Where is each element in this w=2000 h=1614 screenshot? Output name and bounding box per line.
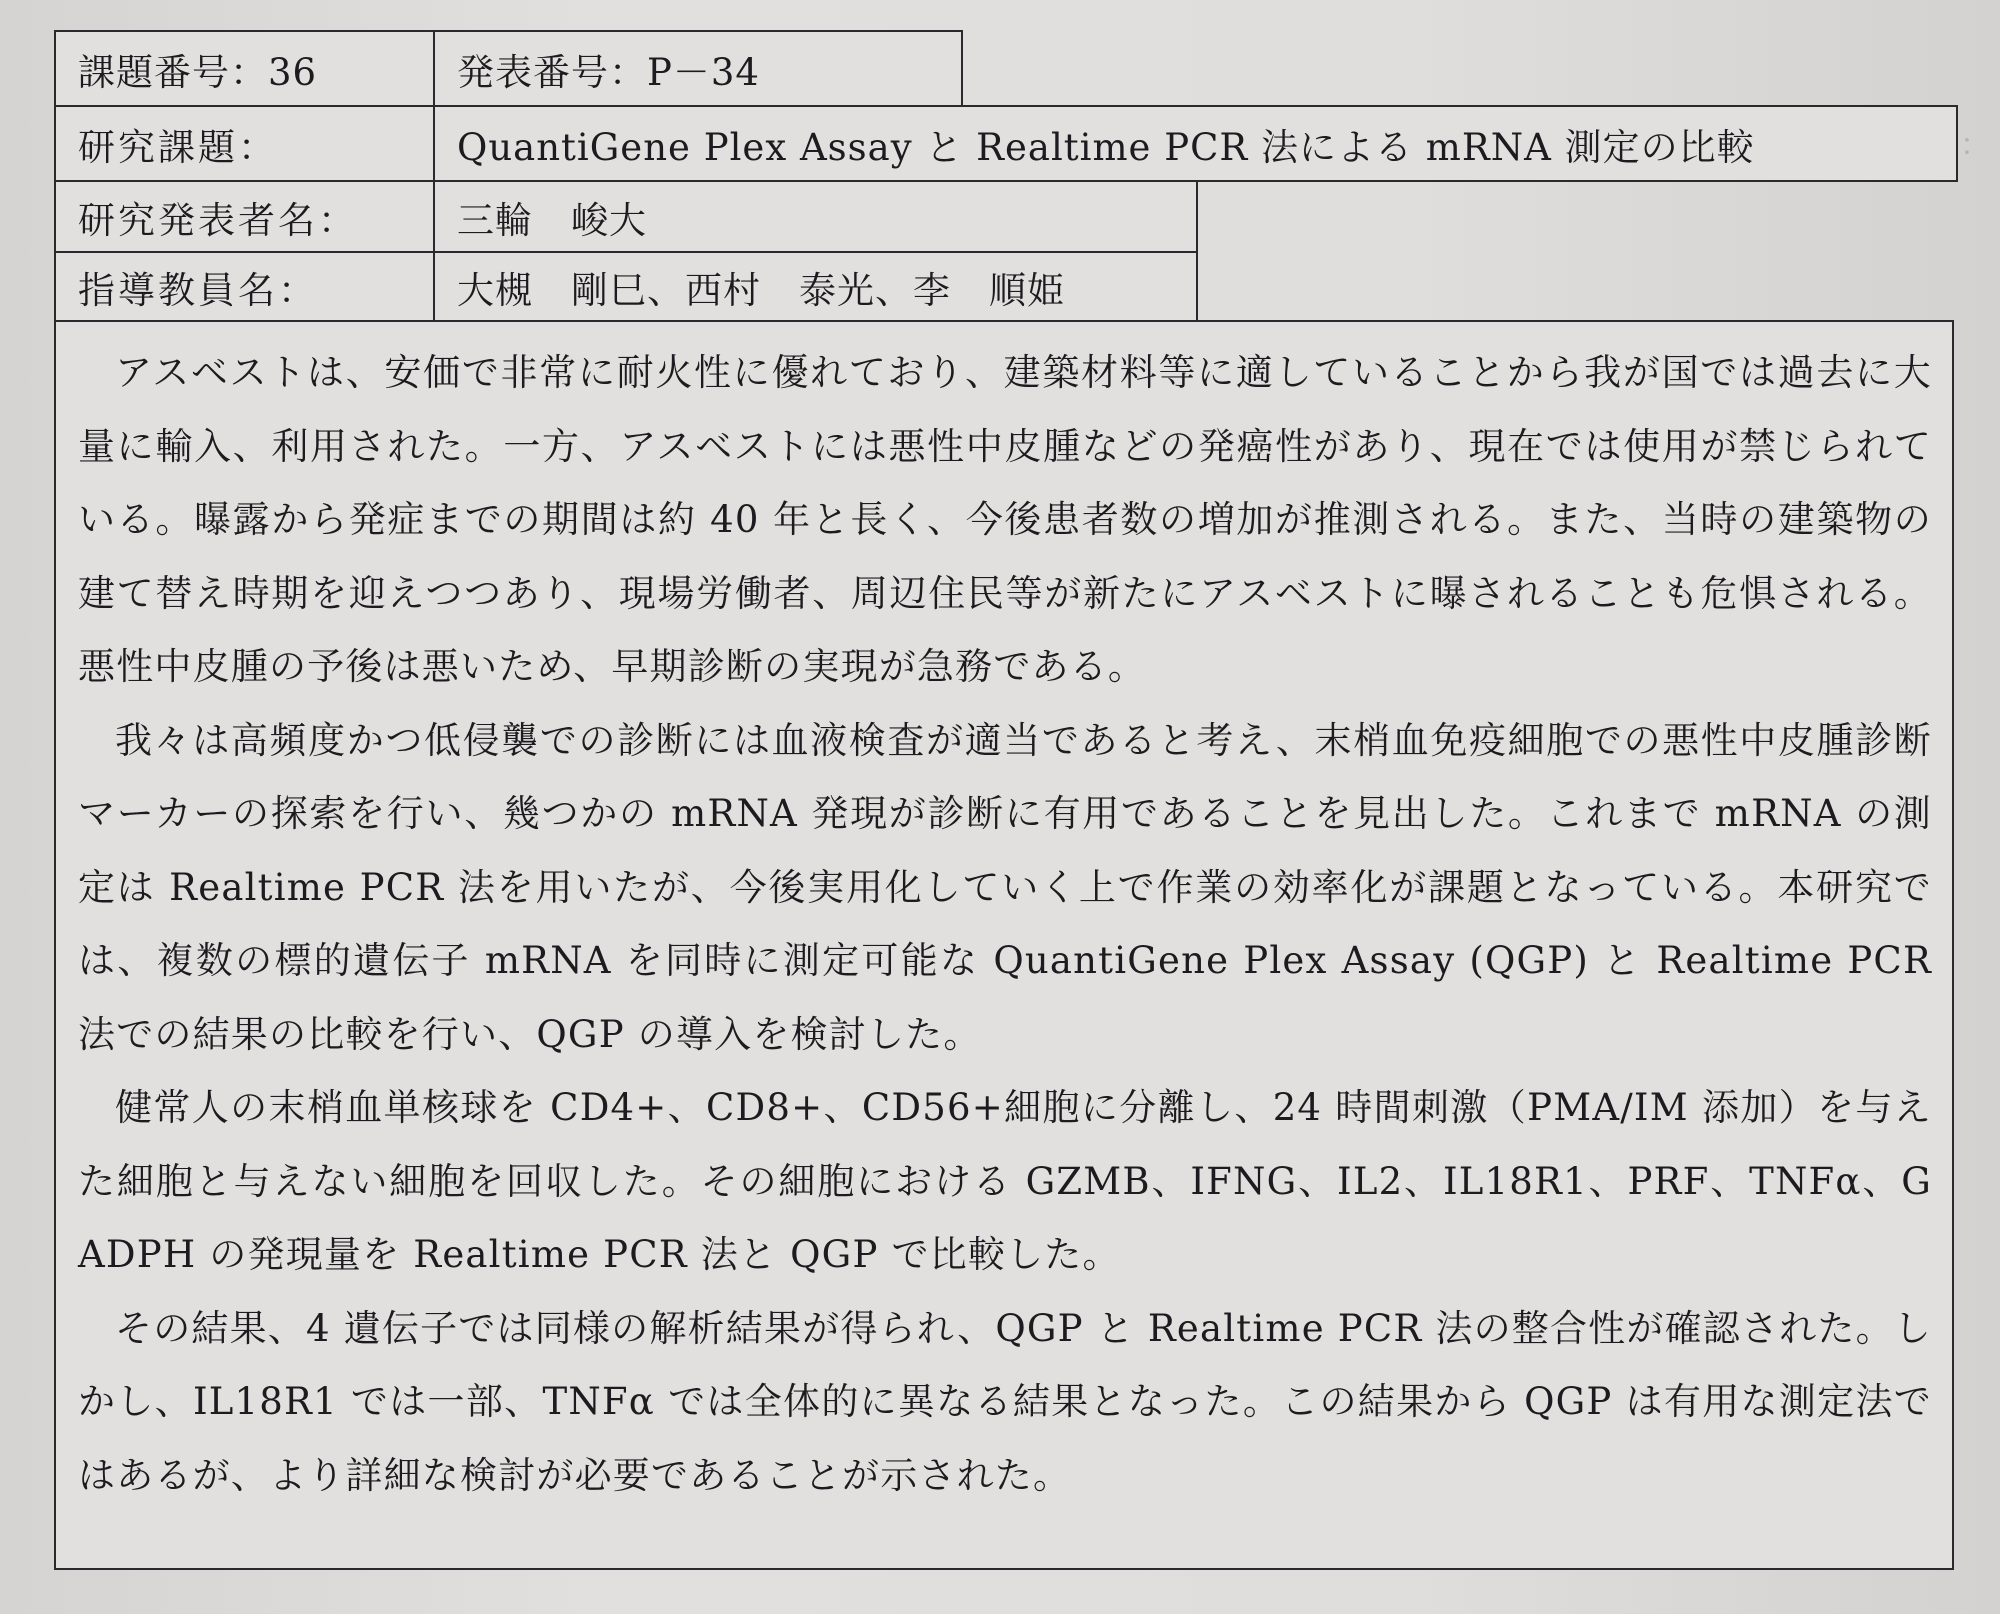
abstract-paragraph-2: 我々は高頻度かつ低侵襲での診断には血液検査が適当であると考え、末梢血免疫細胞での悪性中皮腫診断マーカーの探索を行い、幾つかの mRNA 発現が診断に有用であることを見出した。これまで mRNA の測定は Realtime PCR 法を用いたが、今後実用化していく上で作業の効率化が課題となっている。本研究では、複数の標的遺伝子 mRNA を同時に測定可能な QuantiGene Plex Assay (QGP) と Realtime PCR 法での結果の比較を行い、QGP の導入を検討した。 [78,718,1932,1056]
presenter-name: 三輪 峻大 [433,180,1198,253]
advisor-label: 指導教員名： [54,251,435,322]
abstract-paragraph-4: その結果、4 遺伝子では同様の解析結果が得られ、QGP と Realtime PCR 法の整合性が確認された。しかし、IL18R1 では一部、TNFα では全体的に異なる結果となった。この結果から QGP は有用な測定法ではあるが、より詳細な検討が必要であることが示された。 [78,1306,1932,1497]
topic-number: 課題番号：36 [54,30,435,107]
advisor-names: 大槻 剛巳、西村 泰光、李 順姫 [433,251,1198,322]
header-row-numbers [54,30,963,107]
abstract-paragraph-1: アスベストは、安価で非常に耐火性に優れており、建築材料等に適していることから我が国では過去に大量に輸入、利用された。一方、アスベストには悪性中皮腫などの発癌性があり、現在では使用が禁じられている。曝露から発症までの期間は約 40 年と長く、今後患者数の増加が推測される。また、当時の建築物の建て替え時期を迎えつつあり、現場労働者、周辺住民等が新たにアスベストに曝されることも危惧される。悪性中皮腫の予後は悪いため、早期診断の実現が急務である。 [78,351,1932,688]
abstract-paragraph-3: 健常人の末梢血単核球を CD4+、CD8+、CD56+細胞に分離し、24 時間刺激（PMA/IM 添加）を与えた細胞と与えない細胞を回収した。その細胞における GZMB、IFNG、IL2、IL18R1、PRF、TNFα、GADPH の発現量を Realtime PCR 法と QGP で比較した。 [78,1086,1932,1276]
abstract-body [54,320,1954,1570]
header-row-advisor [54,251,1198,322]
header-row-presenter [54,180,1198,253]
bleed-through-text: ： [1960,128,1992,163]
presenter-label: 研究発表者名： [54,180,435,253]
research-title: QuantiGene Plex Assay と Realtime PCR 法による mRNA 測定の比較 [433,105,1958,182]
header-row-title [54,105,1958,182]
research-title-label: 研究課題： [54,105,435,182]
presentation-number: 発表番号：P－34 [433,30,963,107]
